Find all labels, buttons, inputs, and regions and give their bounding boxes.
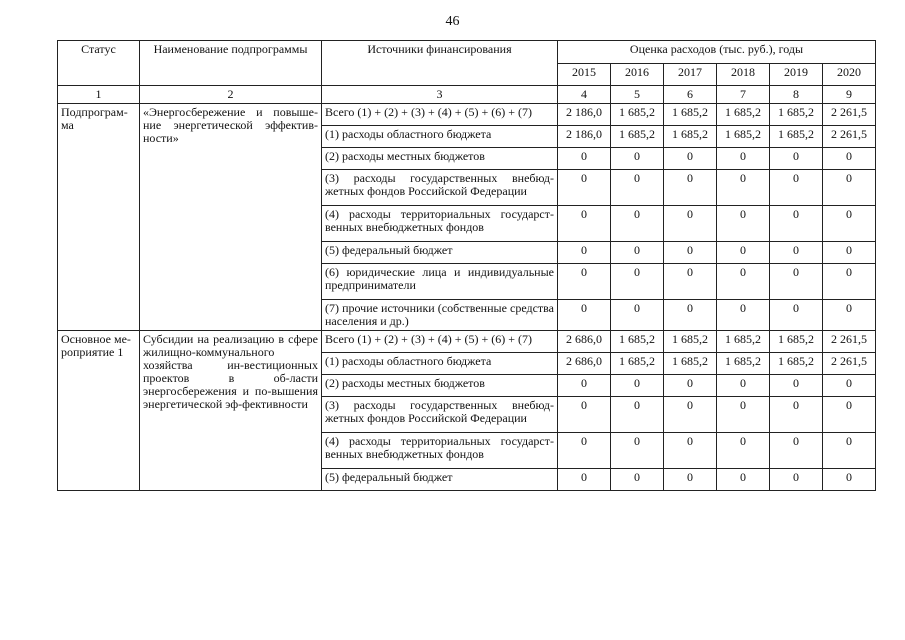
expense-value-cell: 0 <box>823 148 876 170</box>
header-year: 2020 <box>823 64 876 86</box>
expense-value-cell: 0 <box>823 433 876 469</box>
expense-value-cell: 0 <box>664 170 717 206</box>
funding-source-cell: (3) расходы государственных внебюд-жетных фондов Российской Федерации <box>322 397 558 433</box>
expense-value-cell: 0 <box>664 469 717 491</box>
table-row <box>58 331 876 353</box>
expense-value-cell: 0 <box>558 469 611 491</box>
column-index: 4 <box>558 86 611 104</box>
expense-value-cell: 0 <box>611 170 664 206</box>
expense-value-cell: 0 <box>717 170 770 206</box>
column-index: 5 <box>611 86 664 104</box>
expense-value-cell: 1 685,2 <box>664 353 717 375</box>
expense-value-cell: 0 <box>611 397 664 433</box>
expense-value-cell: 2 686,0 <box>558 353 611 375</box>
header-status: Статус <box>58 41 140 86</box>
expense-value-cell: 0 <box>558 148 611 170</box>
expense-value-cell: 0 <box>823 300 876 331</box>
expense-value-cell: 0 <box>611 300 664 331</box>
expense-value-cell: 1 685,2 <box>770 353 823 375</box>
expense-value-cell: 0 <box>664 264 717 300</box>
subprogram-name-cell: Субсидии на реализацию в сфере жилищно-коммунального хозяйства ин-вестиционных проектов в об-ласти энергосбережения и по-вышения энергетической эф-фективности <box>140 331 322 491</box>
expense-value-cell: 0 <box>664 300 717 331</box>
funding-source-cell: (4) расходы территориальных государст-венных внебюджетных фондов <box>322 433 558 469</box>
header-sources: Источники финансирования <box>322 41 558 86</box>
funding-source-cell: (1) расходы областного бюджета <box>322 353 558 375</box>
column-index: 9 <box>823 86 876 104</box>
funding-source-cell: (7) прочие источники (собственные средства населения и др.) <box>322 300 558 331</box>
financing-table <box>57 40 876 491</box>
header-year: 2015 <box>558 64 611 86</box>
expense-value-cell: 0 <box>770 170 823 206</box>
subprogram-name-cell: «Энергосбережение и повыше-ние энергетической эффектив-ности» <box>140 104 322 331</box>
expense-value-cell: 1 685,2 <box>717 353 770 375</box>
expense-value-cell: 0 <box>717 300 770 331</box>
expense-value-cell: 0 <box>770 433 823 469</box>
expense-value-cell: 0 <box>770 206 823 242</box>
expense-value-cell: 0 <box>823 469 876 491</box>
table-body <box>58 104 876 491</box>
expense-value-cell: 1 685,2 <box>611 353 664 375</box>
expense-value-cell: 0 <box>823 375 876 397</box>
funding-source-cell: (6) юридические лица и индивидуальные предприниматели <box>322 264 558 300</box>
funding-source-cell: (3) расходы государственных внебюд-жетных фондов Российской Федерации <box>322 170 558 206</box>
expense-value-cell: 1 685,2 <box>664 104 717 126</box>
expense-value-cell: 0 <box>770 469 823 491</box>
column-index: 1 <box>58 86 140 104</box>
expense-value-cell: 0 <box>558 397 611 433</box>
expense-value-cell: 0 <box>823 264 876 300</box>
column-index: 2 <box>140 86 322 104</box>
expense-value-cell: 0 <box>770 242 823 264</box>
expense-value-cell: 0 <box>770 148 823 170</box>
expense-value-cell: 0 <box>558 433 611 469</box>
expense-value-cell: 0 <box>611 433 664 469</box>
status-cell: Основное ме-роприятие 1 <box>58 331 140 491</box>
expense-value-cell: 2 686,0 <box>558 331 611 353</box>
expense-value-cell: 0 <box>611 148 664 170</box>
table-row <box>58 104 876 126</box>
column-index: 6 <box>664 86 717 104</box>
expense-value-cell: 0 <box>611 375 664 397</box>
header-year: 2018 <box>717 64 770 86</box>
expense-value-cell: 1 685,2 <box>717 126 770 148</box>
expense-value-cell: 0 <box>611 206 664 242</box>
expense-value-cell: 0 <box>664 397 717 433</box>
expense-value-cell: 0 <box>664 375 717 397</box>
expense-value-cell: 0 <box>664 148 717 170</box>
funding-source-cell: (4) расходы территориальных государст-венных внебюджетных фондов <box>322 206 558 242</box>
expense-value-cell: 0 <box>770 300 823 331</box>
header-year: 2017 <box>664 64 717 86</box>
expense-value-cell: 0 <box>558 264 611 300</box>
column-index-row <box>58 86 876 104</box>
header-year: 2016 <box>611 64 664 86</box>
header-row <box>58 41 876 64</box>
expense-value-cell: 0 <box>611 469 664 491</box>
expense-value-cell: 1 685,2 <box>717 331 770 353</box>
expense-value-cell: 0 <box>823 242 876 264</box>
expense-value-cell: 0 <box>664 242 717 264</box>
header-year: 2019 <box>770 64 823 86</box>
column-index: 8 <box>770 86 823 104</box>
column-index: 7 <box>717 86 770 104</box>
funding-source-cell: (2) расходы местных бюджетов <box>322 375 558 397</box>
expense-value-cell: 0 <box>717 397 770 433</box>
expense-value-cell: 1 685,2 <box>770 331 823 353</box>
funding-source-cell: (1) расходы областного бюджета <box>322 126 558 148</box>
expense-value-cell: 1 685,2 <box>770 126 823 148</box>
expense-value-cell: 0 <box>770 375 823 397</box>
funding-source-cell: (5) федеральный бюджет <box>322 242 558 264</box>
expense-value-cell: 0 <box>558 242 611 264</box>
expense-value-cell: 0 <box>770 397 823 433</box>
expense-value-cell: 2 186,0 <box>558 104 611 126</box>
expense-value-cell: 0 <box>717 433 770 469</box>
expense-value-cell: 1 685,2 <box>611 104 664 126</box>
expense-value-cell: 0 <box>664 433 717 469</box>
expense-value-cell: 0 <box>717 469 770 491</box>
expense-value-cell: 1 685,2 <box>664 126 717 148</box>
expense-value-cell: 2 261,5 <box>823 331 876 353</box>
funding-source-cell: (5) федеральный бюджет <box>322 469 558 491</box>
header-estimate: Оценка расходов (тыс. руб.), годы <box>558 41 876 64</box>
funding-source-cell: (2) расходы местных бюджетов <box>322 148 558 170</box>
expense-value-cell: 0 <box>558 300 611 331</box>
expense-value-cell: 2 186,0 <box>558 126 611 148</box>
expense-value-cell: 0 <box>823 170 876 206</box>
funding-source-cell: Всего (1) + (2) + (3) + (4) + (5) + (6) + (7) <box>322 104 558 126</box>
column-index: 3 <box>322 86 558 104</box>
expense-value-cell: 0 <box>823 397 876 433</box>
expense-value-cell: 0 <box>770 264 823 300</box>
expense-value-cell: 0 <box>611 264 664 300</box>
expense-value-cell: 0 <box>823 206 876 242</box>
expense-value-cell: 0 <box>717 242 770 264</box>
expense-value-cell: 0 <box>558 375 611 397</box>
funding-source-cell: Всего (1) + (2) + (3) + (4) + (5) + (6) + (7) <box>322 331 558 353</box>
expense-value-cell: 2 261,5 <box>823 353 876 375</box>
expense-value-cell: 2 261,5 <box>823 104 876 126</box>
expense-value-cell: 0 <box>717 206 770 242</box>
expense-value-cell: 0 <box>717 375 770 397</box>
expense-value-cell: 0 <box>558 170 611 206</box>
expense-value-cell: 1 685,2 <box>770 104 823 126</box>
expense-value-cell: 1 685,2 <box>717 104 770 126</box>
status-cell: Подпрограм-ма <box>58 104 140 331</box>
expense-value-cell: 1 685,2 <box>611 126 664 148</box>
expense-value-cell: 0 <box>664 206 717 242</box>
header-subprogram-name: Наименование подпрограммы <box>140 41 322 86</box>
page-number: 46 <box>445 14 460 29</box>
expense-value-cell: 0 <box>558 206 611 242</box>
expense-value-cell: 1 685,2 <box>611 331 664 353</box>
expense-value-cell: 0 <box>717 264 770 300</box>
expense-value-cell: 0 <box>717 148 770 170</box>
expense-value-cell: 2 261,5 <box>823 126 876 148</box>
expense-value-cell: 0 <box>611 242 664 264</box>
expense-value-cell: 1 685,2 <box>664 331 717 353</box>
